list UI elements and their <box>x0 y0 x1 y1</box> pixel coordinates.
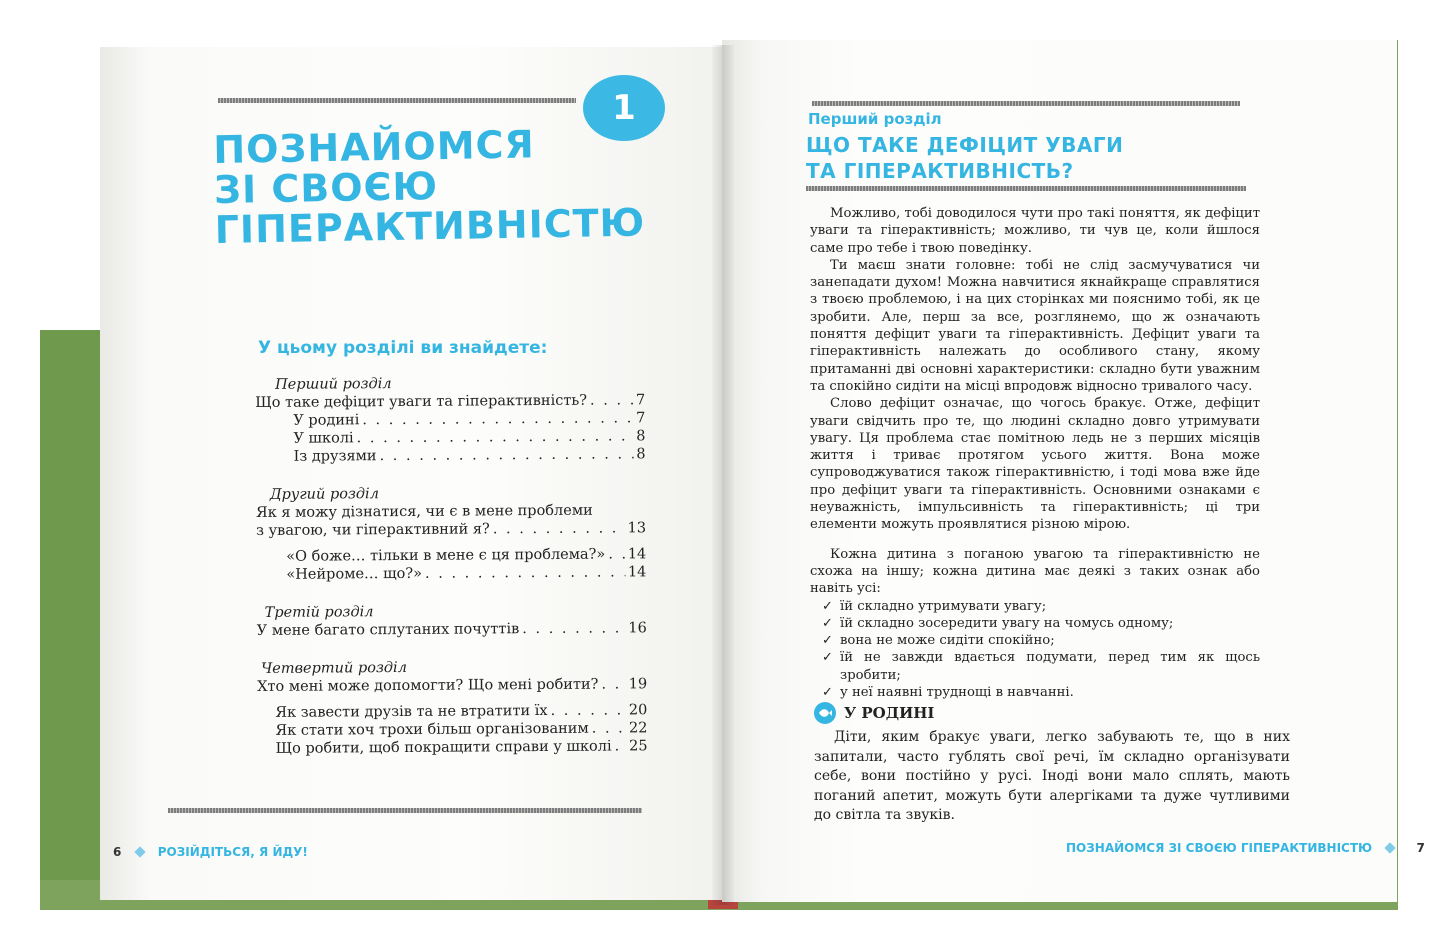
top-rule-left <box>218 98 576 103</box>
toc-entry[interactable]: Із друзями . . . 8 <box>256 445 646 466</box>
toc-section-label: Третій розділ <box>264 604 374 621</box>
toc-section <box>255 373 646 466</box>
right-page-footer <box>1066 841 1425 855</box>
diamond-icon <box>1385 842 1396 853</box>
section-kicker: Перший розділ <box>808 110 942 128</box>
toc-entry[interactable]: У родині . . . 7 <box>255 409 645 430</box>
book-gutter-shadow <box>712 45 734 905</box>
subsection-text <box>814 728 1290 826</box>
paragraph: Слово дефіцит означає, що чогось бракує. Отже, дефіцит уваги свідчить про те, що людині складно довго утримувати увагу. Ця проблема стає помітною ледь не з перших місяців життя і триває протягом усього життя. Вона може супроводжуватися також гіперактивністю, і тоді мова вже йде про дефіцит уваги та гіперактивність. Основними ознаками є неуважність, імпульсивність та гіперактивність; ці три елементи можуть проявлятися різною мірою. <box>810 396 1260 533</box>
section-title <box>806 132 1123 184</box>
toc-entry[interactable]: Що робити, щоб покращити справи у школі . . . 25 <box>258 737 648 758</box>
toc-entry-line: Як я можу дізнатися, чи є в мене проблеми <box>255 502 593 521</box>
check-icon: ✓ <box>822 598 834 614</box>
subsection-heading <box>814 702 934 724</box>
toc-entry[interactable]: Як завести друзів та не втратити їх . . . 20 <box>257 701 647 722</box>
checklist <box>810 598 1260 702</box>
toc-entry[interactable]: Хто мені може допомогти? Що мені робити? . . . 19 <box>257 675 647 696</box>
chapter-title-line: ГІПЕРАКТИВНІСТЮ <box>214 200 646 252</box>
body-text <box>810 205 1260 701</box>
toc-section-label: Четвертий розділ <box>260 659 407 677</box>
toc-entry[interactable]: У мене багато сплутаних почуттів . . . 16 <box>257 619 647 640</box>
toc-entry[interactable]: «Нейроме… що?» . . . 14 <box>256 563 646 584</box>
toc-heading: У цьому розділі ви знайдете: <box>258 338 548 358</box>
checklist-item: ✓ їй складно утримувати увагу; <box>822 598 1047 614</box>
check-icon: ✓ <box>822 650 834 666</box>
running-title: ПОЗНАЙОМСЯ ЗІ СВОЄЮ ГІПЕРАКТИВНІСТЮ <box>1066 841 1373 855</box>
check-icon: ✓ <box>822 615 834 631</box>
toc-entry[interactable]: У школі . . . 8 <box>255 427 645 448</box>
toc-section <box>256 483 647 584</box>
page-number: 7 <box>1416 841 1425 855</box>
check-icon: ✓ <box>822 633 834 649</box>
toc-section <box>257 657 648 758</box>
bottom-rule-left <box>168 808 642 813</box>
checklist-item: ✓ їй складно зосередити увагу на чомусь одному; <box>822 615 1174 631</box>
chapter-title-line: ЗІ СВОЄЮ <box>213 164 439 212</box>
paragraph: Кожна дитина з поганою увагою та гіперактивністю не схожа на іншу; кожна дитина має деякі з таких ознак або навіть усі: <box>810 546 1260 597</box>
checklist-item: ✓ їй не завжди вдається подумати, перед тим як щось зробити; <box>822 650 1260 683</box>
diamond-icon <box>134 846 145 857</box>
table-of-contents <box>255 373 648 778</box>
toc-entry[interactable]: Як стати хоч трохи більш організованим . . . 22 <box>257 719 647 740</box>
title-rule-right <box>806 186 1246 191</box>
toc-entry[interactable]: з увагою, чи гіперактивний я? . . . 13 <box>256 519 646 540</box>
paragraph: Ти маєш знати головне: тобі не слід засмучуватися чи занепадати духом! Можна навчитися якнайкраще справлятися з твоєю проблемою, і на цих сторінках ми пояснимо тобі, як це зробити. Але, перш за все, розглянемо, що ж означають поняття дефіцит уваги та гіперактивність. Дефіцит уваги та гіперактивність належать до особливого стану, якому притаманні дві основні характеристики: складно бути уважним та спокійно сидіти на місці впродовж відносно тривалого часу. <box>810 257 1260 394</box>
toc-section <box>257 601 647 640</box>
page-number: 6 <box>113 845 122 859</box>
checklist-item: ✓ у неї наявні труднощі в навчанні. <box>822 685 1074 701</box>
subsection-title: У РОДИНІ <box>844 704 935 722</box>
chapter-title <box>212 122 646 252</box>
paragraph: Діти, яким бракує уваги, легко забувають те, що в них запитали, часто гублять свої речі, їм складно організувати себе, вони постійно у русі. Іноді вони мало сплять, мають поганий апетит, можуть бути алергіками та дуже чутливими до світла та звуків. <box>814 729 1290 824</box>
check-icon: ✓ <box>822 685 834 701</box>
section-title-line: ЩО ТАКЕ ДЕФІЦИТ УВАГИ <box>806 133 1124 157</box>
checklist-item: ✓ вона не може сидіти спокійно; <box>822 633 1055 649</box>
toc-entry[interactable]: «О боже… тільки в мене є ця проблема?» . . . 14 <box>256 545 646 566</box>
running-title: РОЗІЙДІТЬСЯ, Я ЙДУ! <box>157 845 308 859</box>
toc-section-label: Перший розділ <box>275 376 392 393</box>
top-rule-right <box>812 101 1240 106</box>
toc-section-label: Другий розділ <box>269 486 379 503</box>
section-title-line: ТА ГІПЕРАКТИВНІСТЬ? <box>806 159 1074 183</box>
fish-icon <box>814 702 836 724</box>
paragraph: Можливо, тобі доводилося чути про такі поняття, як дефіцит уваги та гіперактивність; можливо, ти чув це, коли йшлося саме про тебе і твою поведінку. <box>810 206 1260 256</box>
left-page-footer <box>113 845 308 859</box>
toc-entry[interactable]: Що таке дефіцит уваги та гіперактивність? . . . 7 <box>255 391 645 412</box>
chapter-title-line: ПОЗНАЙОМСЯ <box>212 122 536 172</box>
chapter-number-badge: 1 <box>583 75 665 141</box>
